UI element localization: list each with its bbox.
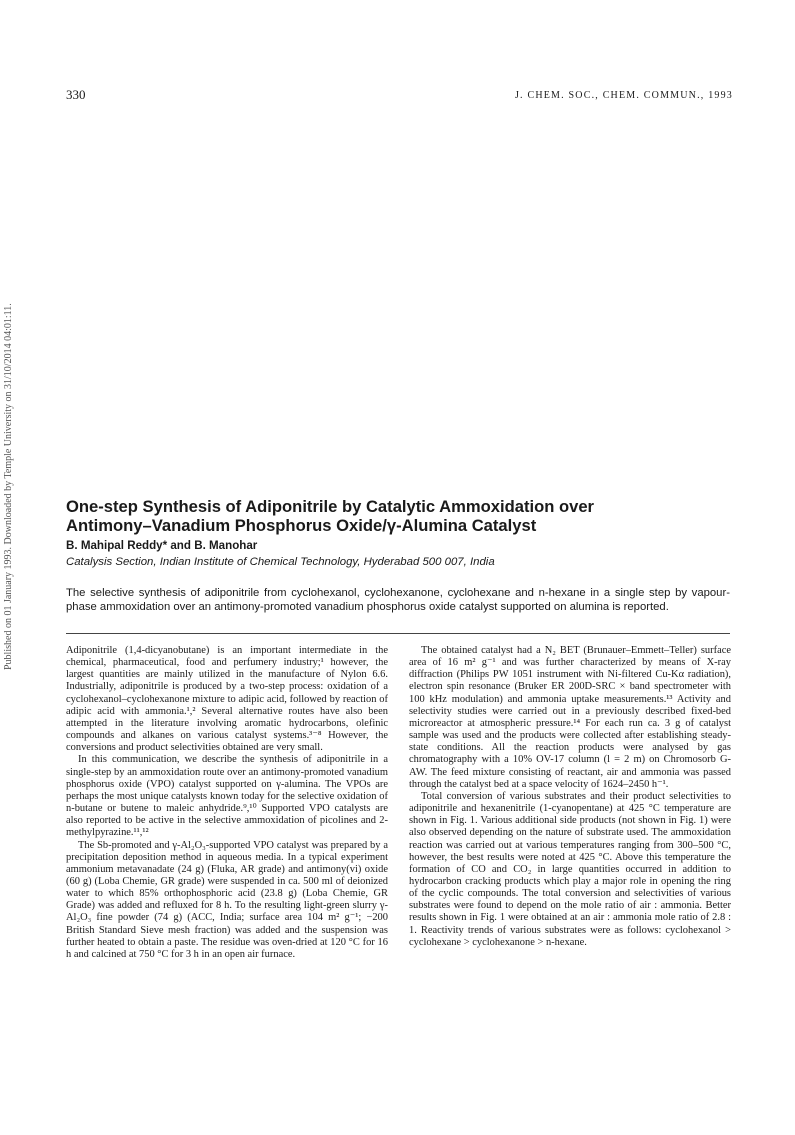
page-number: 330 [66,87,86,102]
article-title [66,497,706,535]
paragraph: The obtained catalyst had a N₂ BET (Brunauer–Emmett–Teller) surface area of 16 m² g⁻¹ and was further characterized by means of X-ray diffraction (Philips PW 1051 instrument with Ni-filtered Cu-Kα radiation), electron spin resonance (Bruker ER 200D-SRC × band spectrometer with 100 kHz modulation) and ammonia uptake measurements.¹³ Activity and selectivity studies were carried out in a previously described fixed-bed microreactor at atmospheric pressure.¹⁴ For each run ca. 3 g of catalyst sample was used and the products were collected after establishing steady-state conditions. All the reaction products were analysed by gas chromatography with a 10% OV-17 column (l = 2 m) on Chromosorb G-AW. The feed mixture consisting of reactant, air and ammonia was passed through the catalyst bed at a space velocity of 1624–2450 h⁻¹. [409,645,731,790]
affiliation: Catalysis Section, Indian Institute of Chemical Technology, Hyderabad 500 007, India [66,556,495,568]
paragraph: In this communication, we describe the synthesis of adiponitrile in a single-step by an ammoxidation route over an antimony-promoted vanadium phosphorus oxide (VPO) catalyst supported on γ-alumina. The VPOs are perhaps the most unique catalysts known today for the selective oxidation of n-butane or butene to maleic anhydride.⁹,¹⁰ Supported VPO catalysts are also reported to be active in the selective ammoxidation of picolines and 2-methylpyrazine.¹¹,¹² [66,754,388,839]
paragraph: Total conversion of various substrates and their product selectivities to adiponitrile and hexanenitrile (1-cyanopentane) at 425 °C temperature are shown in Fig. 1. Various additional side products (not shown in Fig. 1) were also observed depending on the nature of substrate used. The ammoxidation reaction was carried out at various temperatures ranging from 300–500 °C, however, the best results were noted at 425 °C. Above this temperature the formation of CO and CO₂ in large quantities occurred in addition to hydrocarbon cracking products which play a major role in opening the ring of the cyclic compounds. The total conversion and selectivities of various substrates were found to depend on the mole ratio of air : ammonia. Better results shown in Fig. 1 were obtained at an air : ammonia mole ratio of 2.8 : 1. Reactivity trends of various substrates were as follows: cyclohexanol > cyclohexane > cyclohexanone > n-hexane. [409,790,731,948]
right-column [409,645,731,949]
running-head: J. CHEM. SOC., CHEM. COMMUN., 1993 [514,90,733,101]
download-notice: Published on 01 January 1993. Downloaded by Temple University on 31/10/2014 04:01:11. [3,303,14,670]
abstract: The selective synthesis of adiponitrile from cyclohexanol, cyclohexanone, cyclohexane and n-hexane in a single step by vapour-phase ammoxidation over an antimony-promoted vanadium phosphorus oxide catalyst supported on alumina is reported. [66,587,730,613]
left-column [66,645,388,961]
divider [66,633,730,634]
paragraph: The Sb-promoted and γ-Al₂O₃-supported VPO catalyst was prepared by a precipitation deposition method in aqueous media. In a typical experiment ammonium metavanadate (24 g) (Fluka, AR grade) and antimony(vi) oxide (60 g) (Loba Chemie, GR grade) were suspended in ca. 500 ml of deionized water to which 85% orthophosphoric acid (23.8 g) (Loba Chemie, GR Grade) was added and refluxed for 8 h. To the resulting light-green slurry γ-Al₂O₃ fine powder (74 g) (ACC, India; surface area 104 m² g⁻¹; −200 British Standard Sieve mesh fraction) was added and the suspension was further heated to obtain a paste. The residue was oven-dried at 120 °C for 16 h and calcined at 750 °C for 3 h in an open air furnace. [66,839,388,960]
paragraph: Adiponitrile (1,4-dicyanobutane) is an important intermediate in the chemical, pharmaceutical, food and perfumery industry;¹ however, the largest quantities are mainly utilized in the manufacture of Nylon 6.6. Industrially, adiponitrile is produced by a two-step process: oxidation of a cyclohexanol–cyclohexanone mixture to adipic acid, followed by reaction of adipic acid with ammonia.¹,² Several alternative routes have also been attempted in the literature involving aromatic hydrocarbons, olefinic compounds and alkanes on various catalyst systems.³⁻⁸ However, the conversions and product selectivities obtained are very small. [66,645,388,754]
title-line-2: Antimony–Vanadium Phosphorus Oxide/γ-Alumina Catalyst [66,516,537,535]
title-line-1: One-step Synthesis of Adiponitrile by Catalytic Ammoxidation over [66,497,595,516]
authors: B. Mahipal Reddy* and B. Manohar [66,539,258,552]
